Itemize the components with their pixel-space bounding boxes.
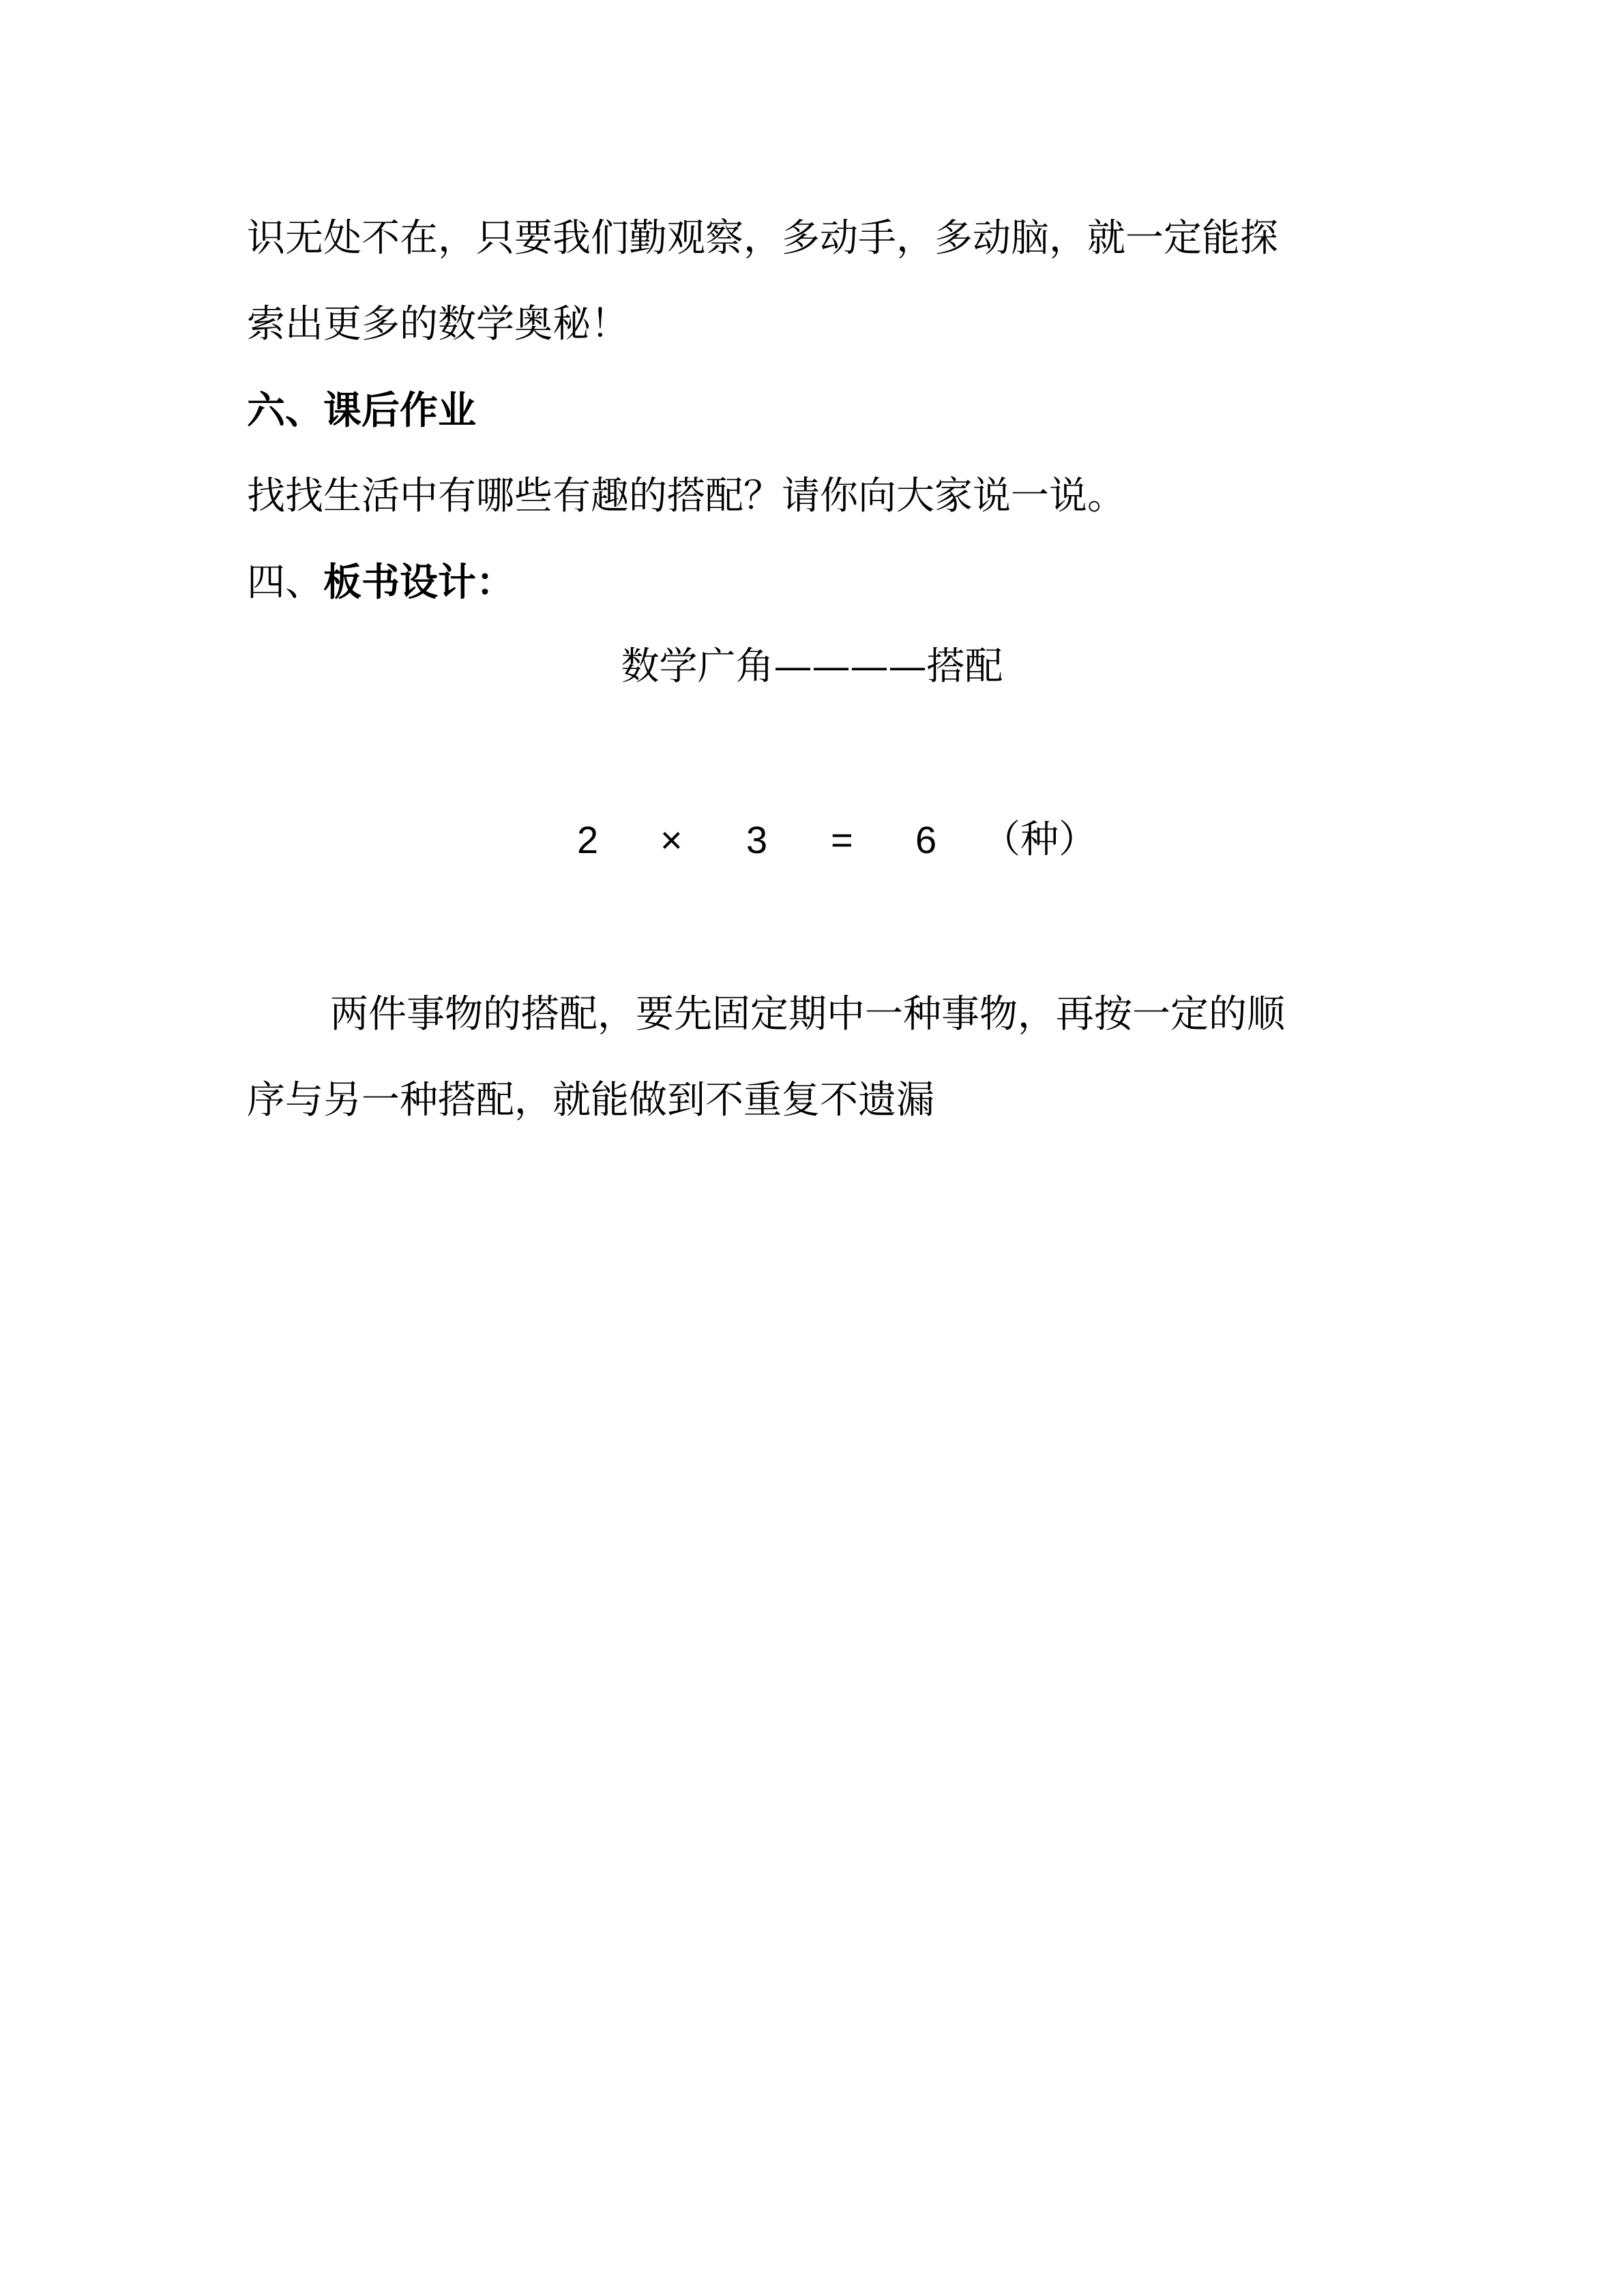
- equation-factor-a: 2: [577, 818, 599, 861]
- equation-result: 6: [915, 818, 937, 861]
- board-title: 数学广角————搭配: [621, 644, 1003, 689]
- summary-line-2: 序与另一种搭配，就能做到不重复不遗漏: [247, 1078, 934, 1122]
- board-heading-bold: 板书设计：: [323, 560, 514, 605]
- homework-text: 找找生活中有哪些有趣的搭配？请你向大家说一说。: [247, 474, 1125, 518]
- summary-line-1: 两件事物的搭配，要先固定期中一种事物，再按一定的顺: [330, 992, 1285, 1037]
- homework-heading: 六、课后作业: [247, 388, 476, 433]
- board-heading-prefix: 四、: [247, 561, 323, 605]
- equation-unit: （种）: [982, 818, 1097, 862]
- equation-factor-b: 3: [746, 818, 768, 861]
- board-design-heading: [247, 558, 514, 608]
- paragraph-line-1: 识无处不在，只要我们勤观察，多动手，多动脑，就一定能探: [247, 216, 1278, 260]
- paragraph-line-2: 索出更多的数学奥秘！: [247, 302, 629, 346]
- equation-times-sign: ×: [660, 818, 683, 861]
- equation-equals-sign: =: [831, 818, 853, 861]
